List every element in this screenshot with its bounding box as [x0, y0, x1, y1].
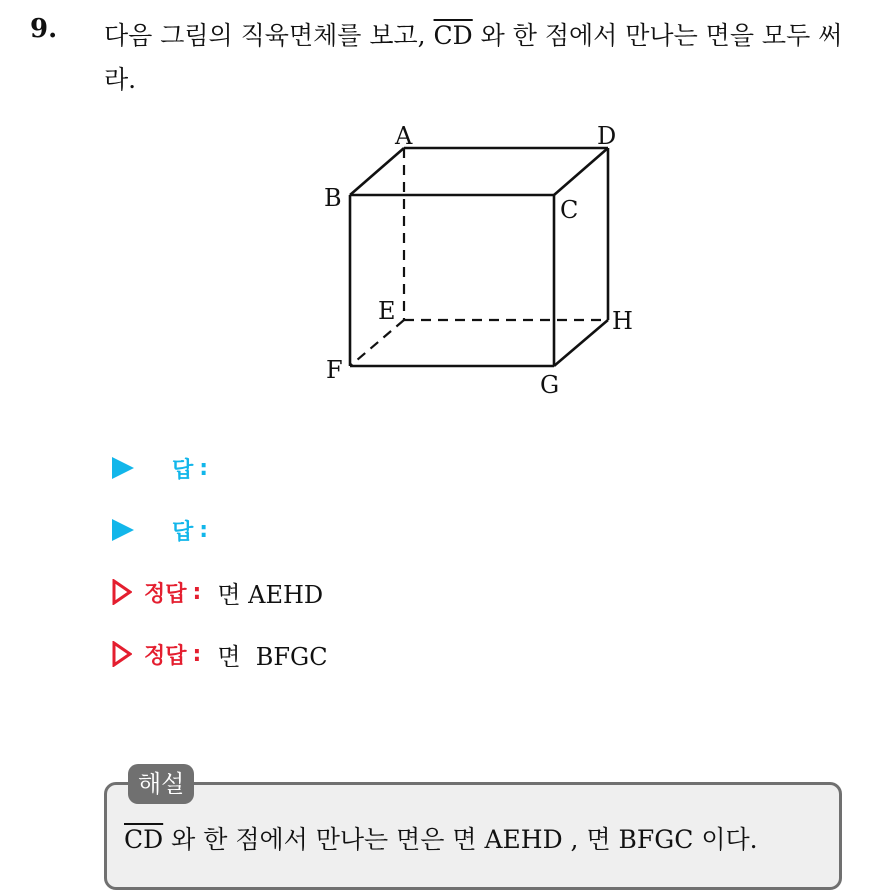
- explanation-text: [124, 820, 758, 856]
- edge-dc: [554, 148, 608, 195]
- answer-label: 답: [172, 519, 194, 545]
- play-triangle-icon: [112, 519, 134, 541]
- correct-label: 정답: [144, 643, 187, 669]
- vertex-label-d: D: [597, 122, 617, 150]
- correct-row-2: [112, 634, 328, 674]
- correct-row-1: [112, 572, 323, 612]
- answer-row-1: [112, 448, 224, 488]
- vertex-label-a: A: [395, 122, 413, 150]
- vertex-label-c: C: [560, 196, 579, 224]
- edge-ab: [350, 148, 404, 195]
- question-text-before: 다음 그림의 직육면체를 보고,: [104, 21, 434, 50]
- answer-row-2: [112, 510, 224, 550]
- correct-value: 면 BFGC: [217, 642, 328, 671]
- question-text: [104, 14, 864, 102]
- question-text-after: 와 한 점에서 만나는 면을 모두 써라.: [104, 21, 843, 94]
- explanation-body: 와 한 점에서 만나는 면은 면 AEHD , 면 BFGC 이다.: [163, 825, 758, 854]
- answer-colon: :: [199, 517, 209, 543]
- cuboid-figure: [300, 110, 660, 410]
- correct-value: 면 AEHD: [217, 580, 324, 609]
- explanation-tag: 해설: [128, 764, 194, 804]
- outline-triangle-icon: [112, 579, 132, 605]
- correct-colon: :: [192, 579, 202, 605]
- vertex-label-g: G: [540, 371, 560, 399]
- segment-cd: $\overline{CD}$: [433, 21, 473, 50]
- play-triangle-icon: [112, 457, 134, 479]
- answer-label: 답: [172, 457, 194, 483]
- outline-triangle-icon: [112, 641, 132, 667]
- explanation-segment: $\overline{CD}$: [124, 825, 164, 854]
- correct-colon: :: [192, 641, 202, 667]
- edge-ef-hidden: [350, 320, 404, 366]
- edge-gh: [554, 320, 608, 366]
- vertex-label-b: B: [324, 184, 342, 212]
- correct-label: 정답: [144, 581, 187, 607]
- vertex-label-h: H: [612, 307, 633, 335]
- vertex-label-e: E: [378, 297, 396, 325]
- question-number: 9.: [30, 14, 58, 44]
- answer-colon: :: [199, 455, 209, 481]
- vertex-label-f: F: [326, 356, 343, 384]
